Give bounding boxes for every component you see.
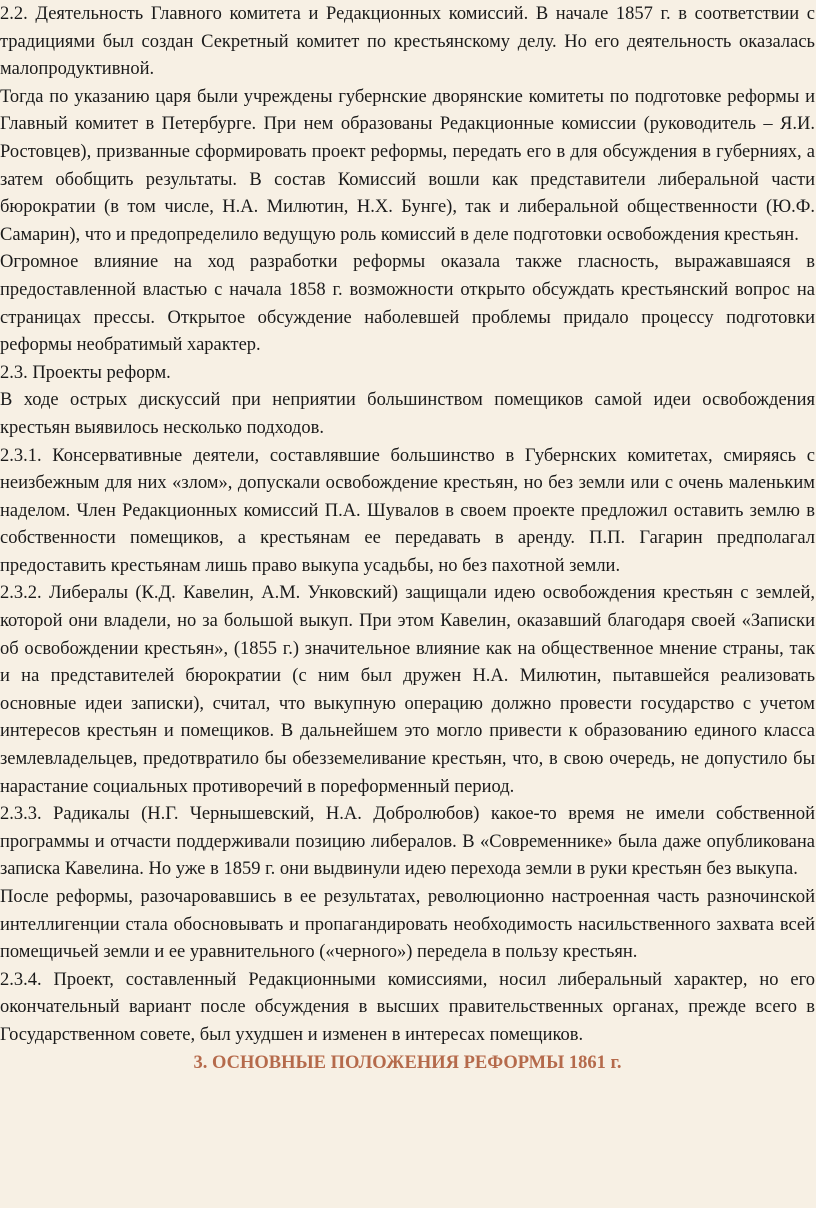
paragraph: 2.3.1. Консервативные деятели, составлявшие большинство в Губернских комитетах, смиряясь с неизбежным для них «злом», допускали освобождение крестьян, но без земли или с очень маленьким наделом. Член Редакционных комиссий П.А. Шувалов в своем проекте предложил оставить землю в собственности помещиков, а крестьянам ее передавать в аренду. П.П. Гагарин предполагал предоставить крестьянам лишь право выкупа усадьбы, но без пахотной земли. [0,445,815,576]
paragraph: 2.3.3. Радикалы (Н.Г. Чернышевский, Н.А. Добролюбов) какое-то время не имели собственной программы и отчасти поддерживали позицию либералов. В «Современнике» была даже опубликована записка Кавелина. Но уже в 1859 г. они выдвинули идею перехода земли в руки крестьян без выкупа. [0,804,815,880]
paragraph: Тогда по указанию царя были учреждены губернские дворянские комитеты по подготовке реформы и Главный комитет в Петербурге. При нем образованы Редакционные комиссии (руководитель – Я.И. Ростовцев), призванные сформировать проект реформы, передать его в для обсуждения в губерниях, а затем обобщить результаты. В состав Комиссий вошли как представители либеральной части бюрократии (в том числе, Н.А. Милютин, Н.Х. Бунге), так и либеральной общественности (Ю.Ф. Самарин), что и предопределило ведущую роль комиссий в деле подготовки освобождения крестьян. [0,86,815,245]
paragraph: Огромное влияние на ход разработки реформы оказала также гласность, выражавшаяся в предоставленной властью с начала 1858 г. возможности открыто обсуждать крестьянский вопрос на страницах прессы. Открытое обсуждение наболевшей проблемы придало процессу подготовки реформы необратимый характер. [0,252,815,356]
section-heading: 3. ОСНОВНЫЕ ПОЛОЖЕНИЯ РЕФОРМЫ 1861 г. [193,1052,622,1073]
paragraph: 2.3.4. Проект, составленный Редакционными комиссиями, носил либеральный характер, но его окончательный вариант после обсуждения в высших правительственных органах, прежде всего в Государственном совете, был ухудшен и изменен в интересах помещиков. [0,969,815,1045]
subsection-title: 2.3. Проекты реформ. [0,362,171,383]
paragraph: В ходе острых дискуссий при неприятии большинством помещиков самой идеи освобождения крестьян выявилось несколько подходов. [0,390,815,438]
paragraph: 2.2. Деятельность Главного комитета и Редакционных комиссий. В начале 1857 г. в соответствии с традициями был создан Секретный комитет по крестьянскому делу. Но его деятельность оказалась малопродуктивной. [0,4,815,80]
document-body [0,1,815,1050]
paragraph: 2.3.2. Либералы (К.Д. Кавелин, А.М. Унковский) защищали идею освобождения крестьян с землей, которой они владели, но за большой выкуп. При этом Кавелин, оказавший благодаря своей «Записки об освобождении крестьян», (1855 г.) значительное влияние как на общественное мнение страны, так и на представителей бюрократии (с ним был дружен Н.А. Милютин, пытавшейся реализовать основные идеи записки), считал, что выкупную операцию должно провести государство с учетом интересов крестьян и помещиков. В дальнейшем это могло привести к образованию единого класса землевладельцев, предотвратило бы обезземеливание крестьян, что, в свою очередь, не допустило бы нарастание социальных противоречий в пореформенный период. [0,583,815,797]
paragraph: После реформы, разочаровавшись в ее результатах, революционно настроенная часть разночинской интеллигенции стала обосновывать и пропагандировать необходимость насильственного захвата всей помещичьей земли и ее уравнительного («черного») передела в пользу крестьян. [0,887,815,963]
